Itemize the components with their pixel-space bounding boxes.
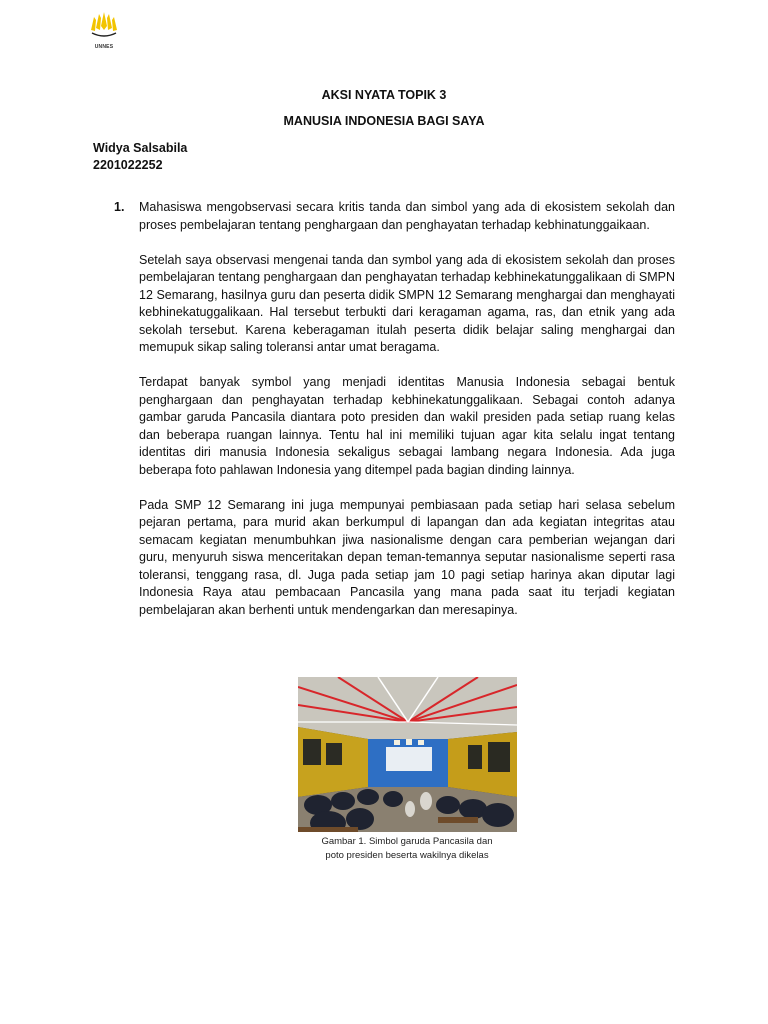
page-title: AKSI NYATA TOPIK 3	[321, 88, 447, 102]
page-subtitle: MANUSIA INDONESIA BAGI SAYA	[283, 114, 485, 128]
paragraph: Mahasiswa mengobservasi secara kritis tanda dan simbol yang ada di ekosistem sekolah dan proses pembelajaran tentang penghargaan dan penghayatan terhadap kebhinatunggaikaan.	[139, 200, 675, 232]
caption-line: poto presiden beserta wakilnya dikelas	[325, 850, 489, 861]
classroom-photo-illustration	[298, 677, 517, 832]
classroom-photo	[298, 677, 517, 832]
paragraph: Terdapat banyak symbol yang menjadi identitas Manusia Indonesia sebagai bentuk penghargaan dan penghayatan terhadap kebhinekatunggalikaan. Sebagai contoh adanya gambar garuda Pancasila diantara poto presiden dan wakil presiden pada setiap ruang kelas dan beberapa ruangan lainnya. Tentu hal ini memiliki tujuan agar kita selalu ingat tentang identitas diri manusia Indonesia sekaligus sebagai lambang negara Indonesia. Ada juga beberapa foto pahlawan Indonesia yang ditempel pada bagian dinding lainnya.	[139, 375, 675, 477]
author-name: Widya Salsabila	[93, 141, 188, 155]
section-body	[139, 199, 675, 637]
paragraph: Setelah saya observasi mengenai tanda dan symbol yang ada di ekosistem sekolah dan proses pembelajaran tentang penghargaan dan penghayatan terhadap kebhinekatunggalikaan di SMPN 12 Semarang, hasilnya guru dan peserta didik SMPN 12 Semarang menghargai dan menghayati kebhinekatuggalikaan. Hal tersebut terbukti dari keragaman agama, ras, dan etnik yang ada sekolah tersebut. Karena keberagaman itulah peserta didik belajar saling menghargai dan memupuk sikap saling toleransi antar umat beragama.	[139, 252, 675, 354]
paragraph: Pada SMP 12 Semarang ini juga mempunyai pembiasaan pada setiap hari selasa sebelum pejaran pertama, para murid akan berkumpul di lapangan dan ada kegiatan integritas atau semacam kegiatan menumbuhkan jiwa nasionalisme dengan cara pemberian wejangan dari guru, menyuruh siswa menceritakan depan teman-temannya seputar nasionalisme seperti rasa toleransi, tenggang rasa, dl. Juga pada setiap jam 10 pagi setiap harinya akan diputar lagi Indonesia Raya atau pembacaan Pancasila yang mana pada saat itu terjadi kegiatan pembelajaran akan berhenti untuk mendengarkan dan meresapinya.	[139, 497, 675, 617]
list-number: 1.	[114, 200, 125, 214]
author-block	[93, 140, 187, 174]
logo-text: UNNES	[94, 44, 114, 50]
figure-caption	[296, 835, 518, 863]
author-id: 2201022252	[93, 158, 163, 172]
caption-line: Gambar 1. Simbol garuda Pancasila dan	[321, 836, 493, 847]
university-logo	[84, 8, 150, 52]
unnes-emblem-icon	[84, 8, 124, 44]
